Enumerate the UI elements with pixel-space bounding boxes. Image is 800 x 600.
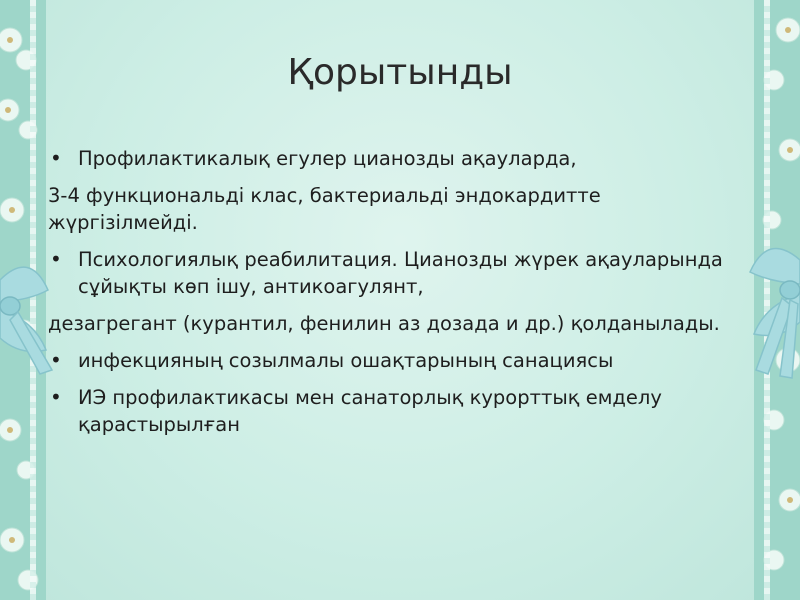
- bullet-paragraph: • ИЭ профилактикасы мен санаторлық курорттық емделу қарастырылған: [48, 384, 738, 438]
- slide-title: Қорытынды: [287, 52, 513, 93]
- continuation-paragraph: дезагрегант (курантил, фенилин аз дозада и др.) қолданылады.: [48, 312, 720, 335]
- right-ribbon-bow: [740, 220, 800, 380]
- continuation-paragraph: 3-4 функциональді клас, бактериальді эндокардитте жүргізілмейді.: [48, 184, 601, 234]
- bullet-paragraph: • Профилактикалық егулер цианозды ақауларда,: [48, 145, 738, 172]
- slide-body: [48, 145, 738, 448]
- bullet-paragraph: • инфекцияның созылмалы ошақтарының санациясы: [48, 347, 738, 374]
- bullet-paragraph: • Психологиялық реабилитация. Цианозды жүрек ақауларында сұйықты көп ішу, антикоагулянт,: [48, 246, 738, 300]
